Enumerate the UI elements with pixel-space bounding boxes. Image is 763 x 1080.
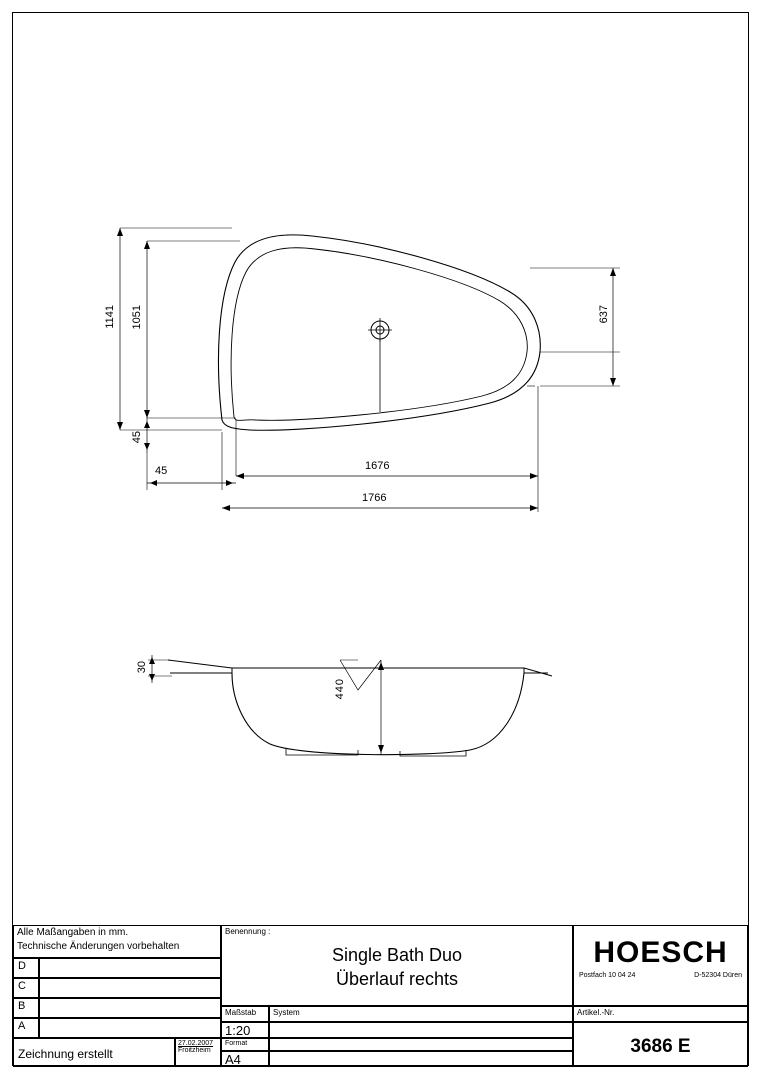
created-meta-cell xyxy=(175,1038,221,1067)
arrow-1141-top xyxy=(117,228,123,236)
dim-label-637: 637 xyxy=(598,305,610,324)
dim-label-1141: 1141 xyxy=(104,305,116,329)
benennung-label: Benennung : xyxy=(225,927,271,936)
section-flange-right xyxy=(524,668,552,676)
arrow-45v-bottom xyxy=(144,443,150,450)
arrow-637-top xyxy=(610,268,616,276)
revision-label-A: A xyxy=(18,1020,26,1032)
revision-label-C: C xyxy=(18,980,26,992)
arrow-30-bottom xyxy=(149,674,155,681)
leader-440 xyxy=(340,660,381,690)
arrow-1141-bottom xyxy=(117,422,123,430)
revision-value-D xyxy=(39,958,221,978)
article-label-cell xyxy=(573,1006,748,1022)
dim-label-1766: 1766 xyxy=(362,492,387,504)
arrow-637-bottom xyxy=(610,378,616,386)
revision-row-D xyxy=(13,958,39,978)
article-number: 3686 E xyxy=(630,1036,691,1057)
scale-label-cell xyxy=(221,1006,269,1022)
revision-value-A xyxy=(39,1018,221,1038)
system-value-cell xyxy=(269,1022,573,1038)
created-by: Froitzheim xyxy=(178,1047,211,1054)
brand-address-right: D-52304 Düren xyxy=(694,972,742,979)
arrow-1766-left xyxy=(222,505,230,511)
format-label: Format xyxy=(225,1040,248,1047)
notes-line1: Alle Maßangaben in mm. xyxy=(17,927,129,938)
notes-line2: Technische Änderungen vorbehalten xyxy=(17,941,180,952)
dim-label-45-horizontal: 45 xyxy=(155,465,168,477)
format-label-cell xyxy=(221,1038,269,1051)
arrow-1766-right xyxy=(530,505,538,511)
arrow-1676-right xyxy=(530,473,538,479)
notes-cell xyxy=(13,925,221,958)
arrow-1676-left xyxy=(236,473,244,479)
scale-value-cell xyxy=(221,1022,269,1038)
bath-outer-outline xyxy=(218,235,540,430)
arrow-45v-top xyxy=(144,421,150,428)
created-cell xyxy=(13,1038,175,1067)
article-label: Artikel.-Nr. xyxy=(577,1008,615,1017)
dim-label-1051: 1051 xyxy=(131,305,143,330)
drawing-title-line1: Single Bath Duo xyxy=(331,945,463,965)
format-spacer-cell xyxy=(269,1038,573,1051)
system-label: System xyxy=(273,1008,300,1017)
brand-address-left: Postfach 10 04 24 xyxy=(579,972,636,979)
revision-value-C xyxy=(39,978,221,998)
system-label-cell xyxy=(269,1006,573,1022)
scale-label: Maßstab xyxy=(225,1008,257,1017)
arrow-440-bottom xyxy=(378,745,384,753)
arrow-30-top xyxy=(149,657,155,664)
arrow-1051-top xyxy=(144,241,150,249)
dim-label-440: 440 xyxy=(334,678,346,700)
article-number-cell xyxy=(573,1022,748,1067)
revision-row-B xyxy=(13,998,39,1018)
benennung-cell xyxy=(221,925,573,1006)
drawing-title-line2: Überlauf rechts xyxy=(335,969,459,989)
revision-label-D: D xyxy=(18,960,26,972)
bath-section-outline xyxy=(170,673,548,755)
brand-logo: HOESCH xyxy=(593,936,728,969)
brand-cell xyxy=(573,925,748,1006)
format-value-cell xyxy=(221,1051,269,1067)
revision-row-A xyxy=(13,1018,39,1038)
format-spacer-cell-2 xyxy=(269,1051,573,1067)
arrow-45h-left xyxy=(150,480,157,486)
format-value: A4 xyxy=(225,1052,241,1067)
created-date: 27.02.2007 xyxy=(178,1040,214,1047)
title-block xyxy=(13,925,748,1067)
scale-value: 1:20 xyxy=(225,1023,251,1038)
dim-label-1676: 1676 xyxy=(365,460,390,472)
revision-row-C xyxy=(13,978,39,998)
revision-label-B: B xyxy=(18,1000,26,1012)
arrow-45h-right xyxy=(226,480,233,486)
section-flange-left xyxy=(168,660,232,668)
created-label: Zeichnung erstellt xyxy=(18,1047,113,1061)
arrow-1051-bottom xyxy=(144,410,150,418)
dim-label-30: 30 xyxy=(136,660,148,673)
revision-value-B xyxy=(39,998,221,1018)
dim-label-45-vertical: 45 xyxy=(131,430,143,443)
